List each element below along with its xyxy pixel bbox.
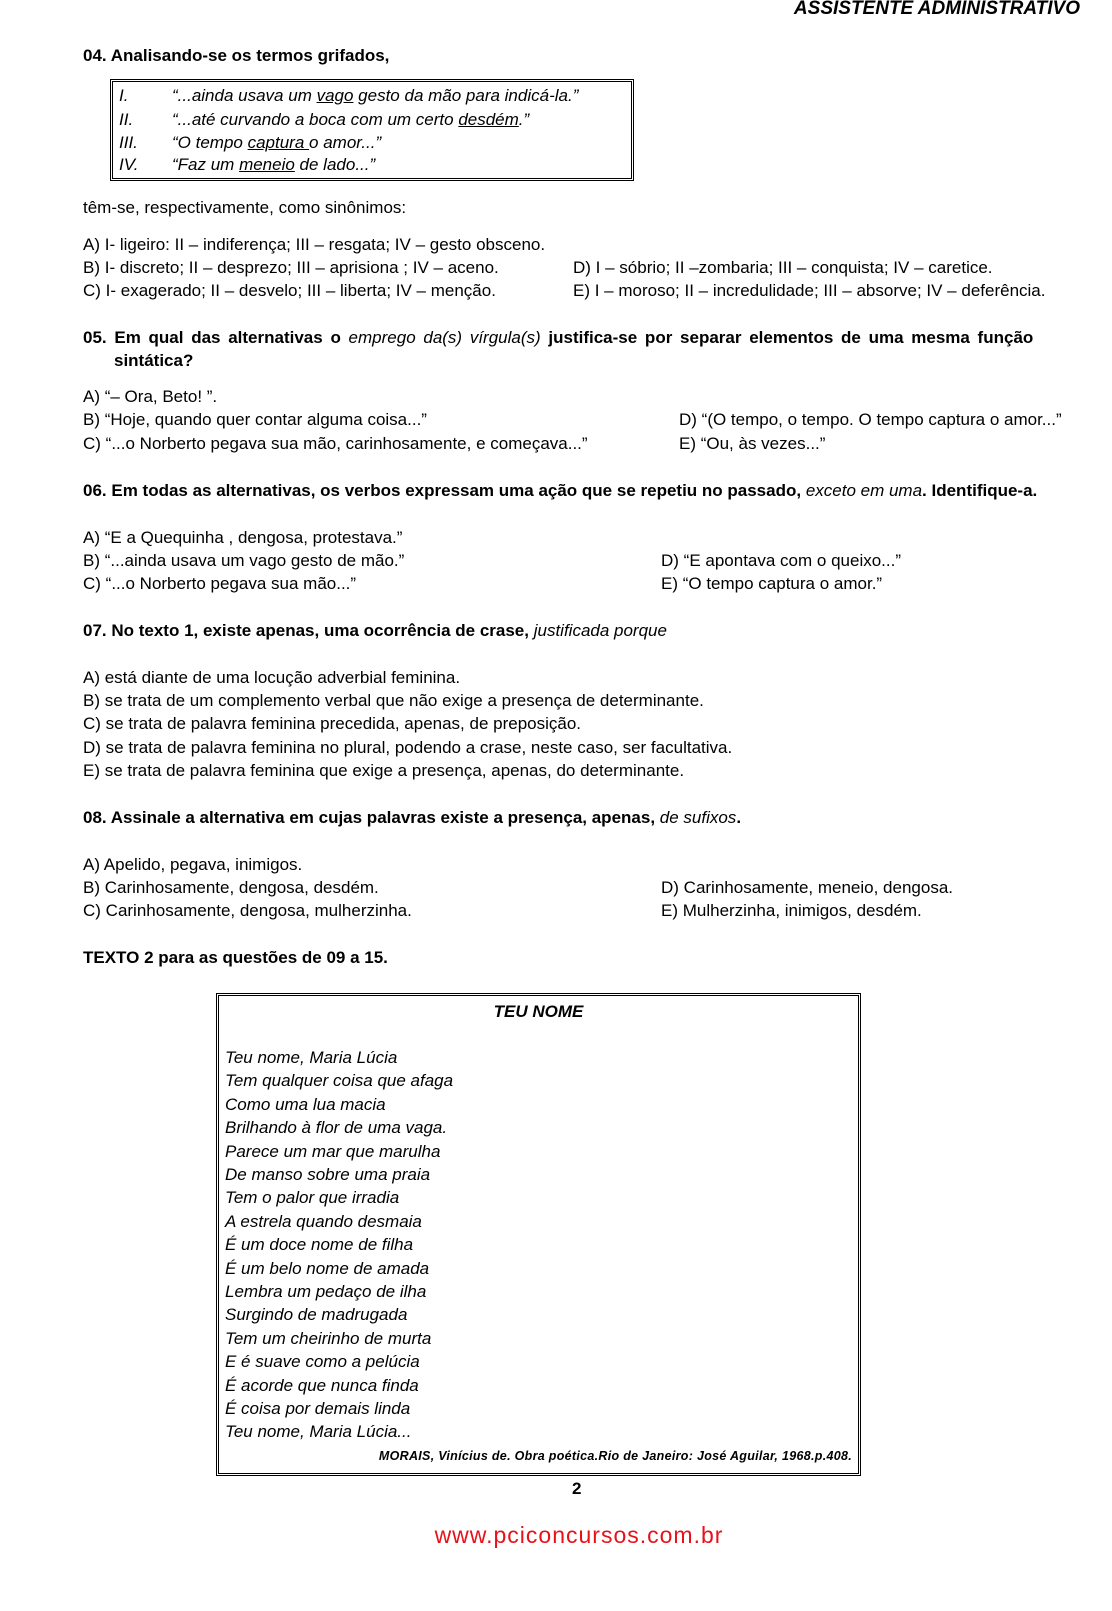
q07-option-c[interactable]: C) se trata de palavra feminina precedida, apenas, de preposição. — [83, 714, 582, 733]
q06-text: exceto em uma — [801, 481, 923, 500]
item-num: IV. — [119, 155, 139, 174]
underlined-term: desdém — [458, 110, 519, 129]
q08-title — [83, 808, 741, 828]
q06-option-a[interactable]: A) “E a Quequinha , dengosa, protestava.” — [83, 528, 403, 547]
q08-text: de sufixos — [655, 808, 737, 827]
poem-line: A estrela quando desmaia — [225, 1211, 422, 1231]
q05-option-e[interactable]: E) “Ou, às vezes...” — [679, 434, 826, 453]
q08-option-e[interactable]: E) Mulherzinha, inimigos, desdém. — [661, 901, 922, 920]
q06-option-c[interactable]: C) “...o Norberto pegava sua mão...” — [83, 574, 357, 593]
q07-text: justificada porque — [528, 621, 667, 640]
q05-title — [83, 328, 1033, 348]
q06-option-d[interactable]: D) “E apontava com o queixo...” — [661, 551, 902, 570]
q05-text: 05. Em qual das alternativas o — [83, 328, 349, 347]
quote-text: gesto da mão para indicá-la.” — [353, 86, 579, 105]
q05-text: justifica-se por separar elementos de uma mesma função — [540, 328, 1034, 347]
poem-line: E é suave como a pelúcia — [225, 1352, 420, 1372]
q08-option-d[interactable]: D) Carinhosamente, meneio, dengosa. — [661, 878, 953, 897]
q05-option-b[interactable]: B) “Hoje, quando quer contar alguma coisa...” — [83, 410, 427, 429]
poem-line: Parece um mar que marulha — [225, 1141, 441, 1161]
underlined-term: captura — [247, 133, 310, 152]
q06-option-e[interactable]: E) “O tempo captura o amor.” — [661, 574, 883, 593]
poem-line: Tem qualquer coisa que afaga — [225, 1071, 454, 1091]
underlined-term: vago — [316, 86, 354, 105]
poem-line: De manso sobre uma praia — [225, 1165, 431, 1184]
item-num: II. — [119, 110, 134, 129]
q08-text: 08. Assinale a alternativa em cujas palavras existe a presença, apenas, — [83, 808, 656, 827]
q04-option-c[interactable]: C) I- exagerado; II – desvelo; III – liberta; IV – menção. — [83, 281, 496, 300]
poem-line: Teu nome, Maria Lúcia... — [225, 1422, 412, 1442]
quote-item — [119, 86, 578, 106]
q05-option-a[interactable]: A) “– Ora, Beto! ”. — [83, 387, 218, 406]
poem-citation: MORAIS, Vinícius de. Obra poética.Rio de Janeiro: José Aguilar, 1968.p.408. — [378, 1449, 852, 1463]
q08-option-a[interactable]: A) Apelido, pegava, inimigos. — [83, 855, 303, 874]
quote-text: .” — [518, 110, 530, 129]
poem-line: Lembra um pedaço de ilha — [225, 1282, 427, 1301]
q05-option-c[interactable]: C) “...o Norberto pegava sua mão, carinhosamente, e começava...” — [83, 434, 588, 453]
q06-text: . Identifique-a. — [922, 481, 1038, 500]
q07-title — [83, 621, 667, 641]
q04-title: 04. Analisando-se os termos grifados, — [83, 46, 390, 65]
poem-line: É coisa por demais linda — [225, 1399, 411, 1418]
page-number: 2 — [572, 1479, 582, 1498]
quote-text: o amor...” — [309, 133, 382, 152]
quote-item — [119, 155, 375, 175]
q05-option-d[interactable]: D) “(O tempo, o tempo. O tempo captura o amor...” — [679, 410, 1062, 429]
site-url[interactable]: www.pciconcursos.com.br — [434, 1522, 724, 1548]
item-num: I. — [119, 86, 129, 105]
poem-line: É um belo nome de amada — [225, 1258, 430, 1278]
poem-line: É um doce nome de filha — [225, 1235, 414, 1255]
q04-option-d[interactable]: D) I – sóbrio; II –zombaria; III – conquista; IV – caretice. — [573, 258, 993, 277]
page-header: ASSISTENTE ADMINISTRATIVO — [793, 0, 1080, 19]
q06-option-b[interactable]: B) “...ainda usava um vago gesto de mão.” — [83, 551, 405, 570]
poem-line: Surgindo de madrugada — [225, 1305, 408, 1325]
quote-text: de lado...” — [294, 155, 376, 174]
underlined-term: meneio — [239, 155, 295, 174]
poem-line: É acorde que nunca finda — [225, 1375, 419, 1395]
q07-option-a[interactable]: A) está diante de uma locução adverbial feminina. — [83, 668, 461, 687]
q06-title — [83, 481, 1037, 501]
texto2-heading: TEXTO 2 para as questões de 09 a 15. — [83, 948, 388, 967]
q08-option-c[interactable]: C) Carinhosamente, dengosa, mulherzinha. — [83, 901, 412, 920]
q07-option-b[interactable]: B) se trata de um complemento verbal que não exige a presença de determinante. — [83, 691, 704, 710]
quote-text: “...ainda usava um — [172, 86, 317, 105]
poem-line: Tem o palor que irradia — [225, 1188, 400, 1208]
q07-option-e[interactable]: E) se trata de palavra feminina que exige a presença, apenas, do determinante. — [83, 761, 685, 780]
poem-box — [216, 993, 861, 1476]
q04-stem: têm-se, respectivamente, como sinônimos: — [83, 198, 407, 217]
q04-option-e[interactable]: E) I – moroso; II – incredulidade; III – absorve; IV – deferência. — [573, 281, 1046, 300]
quote-text: “Faz um — [172, 155, 240, 174]
quote-item — [119, 133, 381, 153]
poem-title: TEU NOME — [493, 1002, 584, 1021]
poem-line: Brilhando à flor de uma vaga. — [225, 1118, 448, 1138]
q07-option-d[interactable]: D) se trata de palavra feminina no plural, podendo a crase, neste caso, ser facultativa. — [83, 738, 733, 757]
q06-text: 06. Em todas as alternativas, os verbos expressam uma ação que se repetiu no passado, — [83, 481, 802, 500]
q05-text: emprego da(s) vírgula(s) — [348, 328, 541, 347]
poem-line: Teu nome, Maria Lúcia — [225, 1048, 398, 1067]
quote-text: “...até curvando a boca com um certo — [172, 110, 459, 129]
item-num: III. — [119, 133, 138, 152]
quote-text: “O tempo — [172, 133, 248, 152]
poem-line: Tem um cheirinho de murta — [225, 1328, 432, 1348]
q04-option-a[interactable]: A) I- ligeiro: II – indiferença; III – resgata; IV – gesto obsceno. — [83, 235, 546, 254]
q04-option-b[interactable]: B) I- discreto; II – desprezo; III – aprisiona ; IV – aceno. — [83, 258, 499, 277]
q08-option-b[interactable]: B) Carinhosamente, dengosa, desdém. — [83, 878, 379, 897]
q05-title-cont: sintática? — [114, 351, 194, 370]
poem-line: Como uma lua macia — [225, 1094, 386, 1114]
q07-text: 07. No texto 1, existe apenas, uma ocorrência de crase, — [83, 621, 529, 640]
q04-quote-box — [110, 79, 634, 181]
q08-text: . — [736, 808, 742, 827]
quote-item — [119, 110, 529, 130]
